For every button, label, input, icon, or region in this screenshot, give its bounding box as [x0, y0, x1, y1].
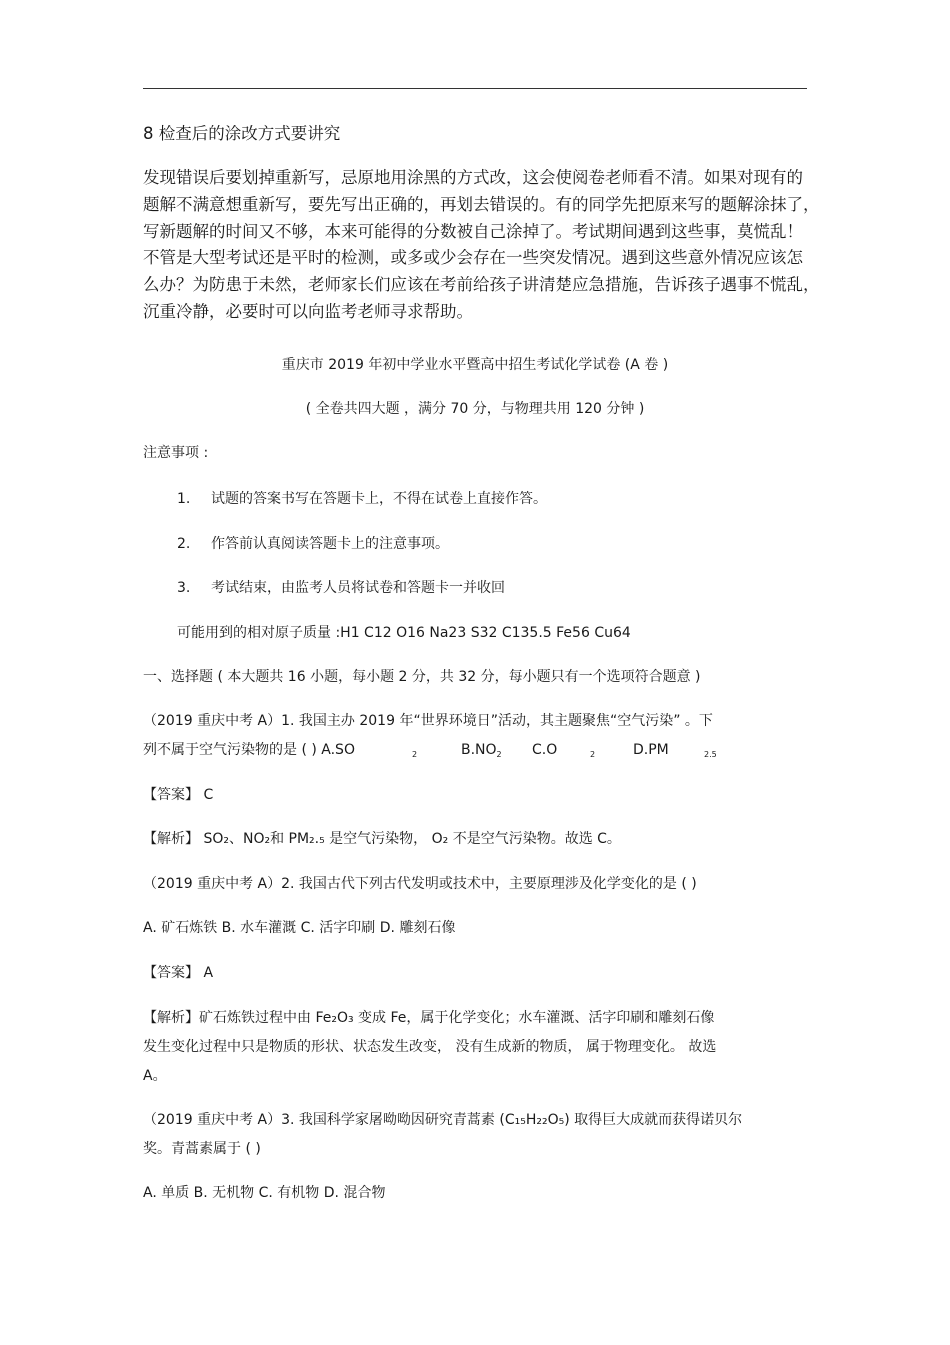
option-c-subscript: 2 [590, 750, 596, 759]
paragraph-line: 发现错误后要划掉重新写，忌原地用涂黑的方式改，这会使阅卷老师看不清。如果对现有的 [143, 168, 803, 187]
notice-item: 考试结束，由监考人员将试卷和答题卡一并收回 [211, 580, 505, 596]
notice-label: 注意事项 : [143, 445, 209, 461]
notice-number: 1. [177, 491, 191, 507]
option-c: C.O [532, 742, 558, 758]
question-2-analysis-line3: A。 [143, 1068, 167, 1084]
paragraph-line: 沉重冷静，必要时可以向监考老师寻求帮助。 [143, 301, 473, 321]
exam-title: 重庆市 2019 年初中学业水平暨高中招生考试化学试卷 (A 卷 ) [281, 357, 669, 373]
paragraph-line: 题解不满意想重新写，要先写出正确的，再划去错误的。有的同学先把原来写的题解涂抹了， [143, 194, 820, 214]
question-3-options: A. 单质 B. 无机物 C. 有机物 D. 混合物 [143, 1185, 386, 1201]
question-3-stem: （2019 重庆中考 A）3. 我国科学家屠呦呦因研究青蒿素 (C₁₅H₂₂O₅) 取得巨大成就而获得诺贝尔 [143, 1112, 743, 1128]
question-1-analysis: 【解析】 SO₂、NO₂和 PM₂.₅ 是空气污染物， O₂ 不是空气污染物。故选 C。 [143, 831, 621, 847]
question-2-options: A. 矿石炼铁 B. 水车灌溉 C. 活字印刷 D. 雕刻石像 [143, 920, 456, 936]
header-rule [143, 88, 807, 89]
question-2-answer: 【答案】 A [143, 965, 214, 981]
paragraph-line: 么办？为防患于未然，老师家长们应该在考前给孩子讲清楚应急措施，告诉孩子遇事不慌乱， [143, 275, 820, 295]
notice-number: 3. [177, 580, 191, 596]
section-heading: 8 检查后的涂改方式要讲究 [143, 124, 341, 143]
advice-paragraph [143, 165, 820, 326]
notice-number: 2. [177, 536, 191, 552]
option-d-subscript: 2.5 [704, 750, 717, 759]
question-1-stem-line2: 列不属于空气污染物的是 ( ) A.SO [143, 742, 355, 758]
question-1-answer: 【答案】 C [143, 787, 214, 803]
question-2-analysis: 【解析】矿石炼铁过程中由 Fe₂O₃ 变成 Fe，属于化学变化；水车灌溉、活字印刷和雕刻石像 [143, 1010, 715, 1026]
exam-subtitle: ( 全卷共四大题 ，满分 70 分，与物理共用 120 分钟 ) [305, 401, 645, 417]
option-b: $B.NO_2$ [461, 742, 502, 759]
notice-item: 作答前认真阅读答题卡上的注意事项。 [211, 536, 449, 552]
atomic-mass-line: 可能用到的相对原子质量 :H1 C12 O16 Na23 S32 C135.5 Fe56 Cu64 [177, 625, 631, 641]
option-a-subscript: 2 [412, 750, 418, 759]
question-3-stem-line2: 奖。青蒿素属于 ( ) [143, 1141, 261, 1157]
question-2-stem: （2019 重庆中考 A）2. 我国古代下列古代发明或技术中，主要原理涉及化学变化的是 ( ) [143, 876, 697, 892]
paragraph-line: 写新题解的时间又不够，本来可能得的分数被自己涂掉了。考试期间遇到这些事，莫慌乱！ [143, 221, 803, 241]
option-d: D.PM [633, 742, 669, 758]
section-one-heading: 一、选择题 ( 本大题共 16 小题，每小题 2 分，共 32 分，每小题只有一个选项符合题意 ) [143, 669, 701, 685]
question-2-analysis-line2: 发生变化过程中只是物质的形状、状态发生改变， 没有生成新的物质， 属于物理变化。 故选 [143, 1039, 717, 1055]
notice-item: 试题的答案书写在答题卡上，不得在试卷上直接作答。 [211, 491, 547, 507]
question-1-stem: （2019 重庆中考 A）1. 我国主办 2019 年“世界环境日”活动，其主题聚焦“空气污染” 。下 [143, 713, 713, 729]
paragraph-line: 不管是大型考试还是平时的检测，或多或少会存在一些突发情况。遇到这些意外情况应该怎 [143, 248, 803, 268]
